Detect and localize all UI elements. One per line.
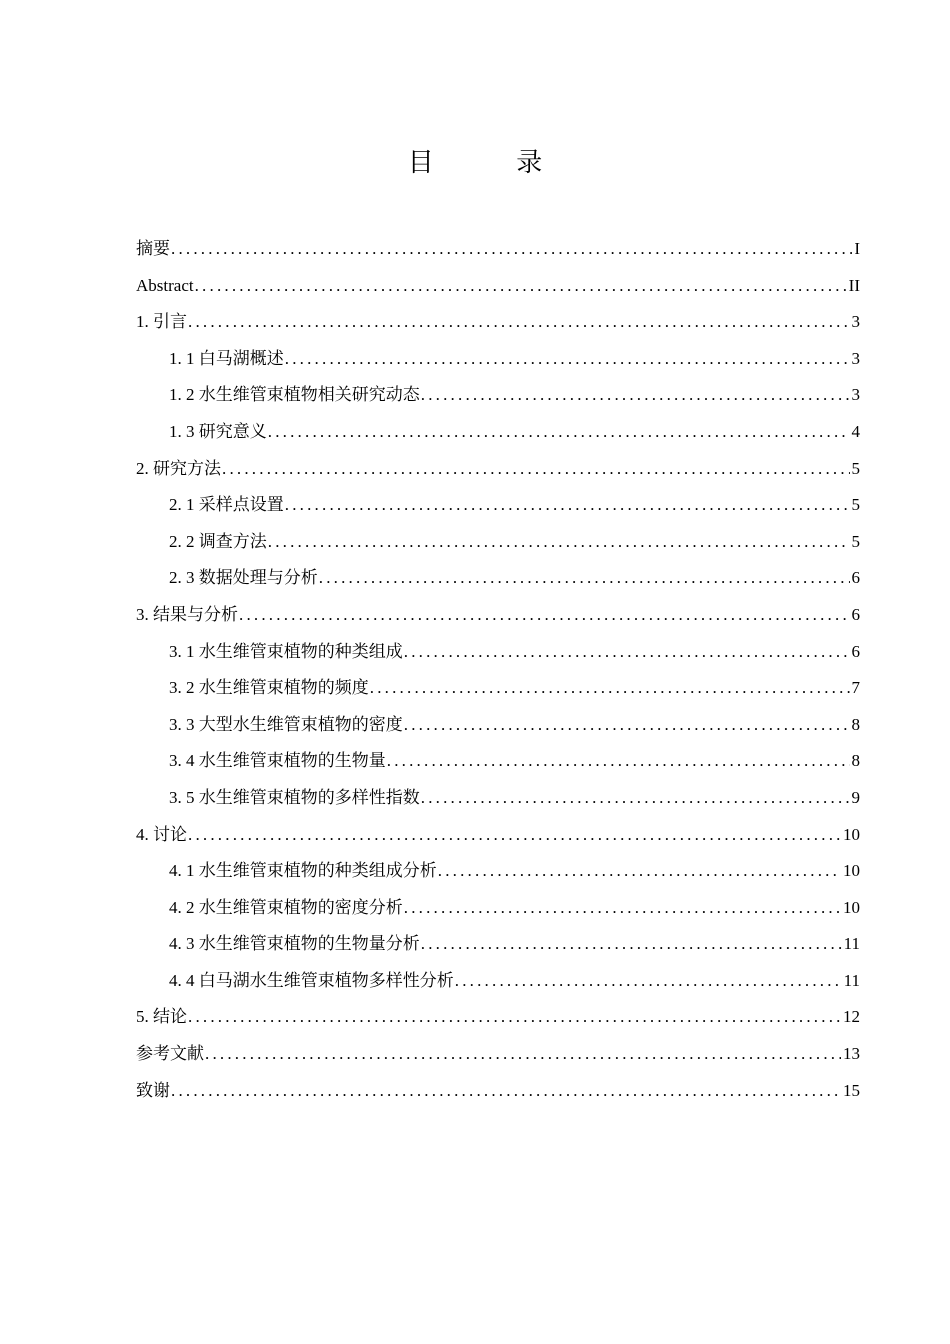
toc-entry[interactable] [136, 707, 860, 744]
toc-entry-page-number: 6 [851, 641, 860, 661]
toc-entry-label: 3. 4 水生维管束植物的生物量 [169, 751, 386, 771]
toc-dot-leader [403, 634, 850, 671]
toc-entry-page-number: 5 [851, 495, 860, 515]
toc-entry-label: 3. 5 水生维管束植物的多样性指数 [169, 787, 420, 807]
toc-entry-page-number: 3 [851, 385, 860, 405]
toc-dot-leader [420, 780, 850, 817]
toc-entry[interactable] [136, 890, 860, 927]
toc-entry-page-number: I [854, 239, 860, 258]
toc-dot-leader [170, 1073, 841, 1110]
toc-entry-page-number: 7 [851, 678, 860, 698]
toc-dot-leader [420, 926, 842, 963]
toc-dot-leader [267, 414, 850, 451]
toc-entry-label: 2. 3 数据处理与分析 [169, 568, 318, 588]
toc-dot-leader [403, 890, 841, 927]
toc-entry-label: 3. 1 水生维管束植物的种类组成 [169, 641, 403, 661]
toc-entry[interactable] [136, 268, 860, 305]
toc-entry[interactable] [136, 634, 860, 671]
toc-entry-page-number: 10 [843, 897, 860, 917]
toc-entry[interactable] [136, 1073, 860, 1110]
toc-entry-label: 1. 2 水生维管束植物相关研究动态 [169, 385, 420, 405]
toc-dot-leader [238, 597, 850, 634]
toc-entry-label: 4. 讨论 [136, 824, 187, 844]
toc-dot-leader [170, 231, 852, 268]
toc-entry-page-number: 8 [851, 751, 860, 771]
toc-entry[interactable] [136, 560, 860, 597]
toc-entry-page-number: 5 [851, 458, 860, 478]
toc-entry-page-number: 10 [843, 824, 860, 844]
toc-entry[interactable] [136, 817, 860, 854]
toc-dot-leader [194, 268, 847, 305]
toc-entry[interactable] [136, 304, 860, 341]
toc-entry-page-number: 12 [843, 1007, 860, 1027]
toc-dot-leader [267, 524, 850, 561]
toc-dot-leader [386, 743, 850, 780]
toc-entry-page-number: 3 [851, 348, 860, 368]
toc-entry-label: 1. 引言 [136, 312, 187, 332]
toc-entry-label: 4. 3 水生维管束植物的生物量分析 [169, 934, 420, 954]
toc-entry-page-number: 6 [851, 604, 860, 624]
toc-entry-label: 2. 1 采样点设置 [169, 495, 284, 515]
toc-entry[interactable] [136, 597, 860, 634]
toc-entry-label: 3. 结果与分析 [136, 604, 238, 624]
toc-entry-page-number: 4 [851, 421, 860, 441]
toc-entry[interactable] [136, 963, 860, 1000]
toc-entry-label: 4. 2 水生维管束植物的密度分析 [169, 897, 403, 917]
toc-entry[interactable] [136, 999, 860, 1036]
toc-entry[interactable] [136, 341, 860, 378]
toc-entry-label: 3. 3 大型水生维管束植物的密度 [169, 714, 403, 734]
toc-dot-leader [187, 999, 841, 1036]
toc-dot-leader [204, 1036, 841, 1073]
toc-entry-label: 2. 研究方法 [136, 458, 221, 478]
toc-entry[interactable] [136, 377, 860, 414]
toc-entry[interactable] [136, 414, 860, 451]
toc-entry-page-number: 9 [851, 787, 860, 807]
toc-entry-page-number: 11 [843, 934, 860, 954]
toc-dot-leader [284, 487, 850, 524]
toc-entry-label: 4. 1 水生维管束植物的种类组成分析 [169, 861, 437, 881]
toc-entry-label: 5. 结论 [136, 1007, 187, 1027]
toc-dot-leader [187, 817, 841, 854]
toc-entry-label: 1. 3 研究意义 [169, 421, 267, 441]
toc-dot-leader [369, 670, 850, 707]
toc-entry-label: 2. 2 调查方法 [169, 531, 267, 551]
toc-entry-page-number: 15 [843, 1080, 860, 1100]
toc-entry-page-number: 3 [851, 312, 860, 332]
toc-entry-label: Abstract [136, 275, 194, 295]
toc-entry[interactable] [136, 743, 860, 780]
toc-entry-label: 摘要 [136, 239, 170, 258]
toc-entry-label: 3. 2 水生维管束植物的频度 [169, 678, 369, 698]
toc-entry[interactable] [136, 926, 860, 963]
toc-dot-leader [318, 560, 850, 597]
toc-title: 目 录 [407, 148, 581, 177]
toc-entry[interactable] [136, 853, 860, 890]
toc-entry-page-number: 10 [843, 861, 860, 881]
toc-entry[interactable] [136, 524, 860, 561]
toc-entry[interactable] [136, 487, 860, 524]
toc-entry-page-number: 6 [851, 568, 860, 588]
toc-entry-page-number: 11 [843, 970, 860, 990]
toc-dot-leader [437, 853, 841, 890]
toc-entry[interactable] [136, 1036, 860, 1073]
toc-dot-leader [403, 707, 850, 744]
toc-dot-leader [221, 451, 850, 488]
toc-entry-label: 1. 1 白马湖概述 [169, 348, 284, 368]
toc-entry-page-number: II [848, 275, 860, 295]
toc-dot-leader [454, 963, 842, 1000]
toc-entry[interactable] [136, 670, 860, 707]
toc-entry[interactable] [136, 451, 860, 488]
toc-entry-label: 致谢 [136, 1080, 170, 1100]
toc-dot-leader [420, 377, 850, 414]
toc-list [136, 231, 860, 1109]
toc-dot-leader [187, 304, 850, 341]
toc-entry-page-number: 8 [851, 714, 860, 734]
toc-entry-page-number: 13 [843, 1044, 860, 1064]
toc-entry[interactable] [136, 780, 860, 817]
toc-dot-leader [284, 341, 850, 378]
toc-entry[interactable] [136, 231, 860, 268]
toc-entry-label: 参考文献 [136, 1044, 204, 1064]
toc-entry-page-number: 5 [851, 531, 860, 551]
toc-entry-label: 4. 4 白马湖水生维管束植物多样性分析 [169, 970, 454, 990]
